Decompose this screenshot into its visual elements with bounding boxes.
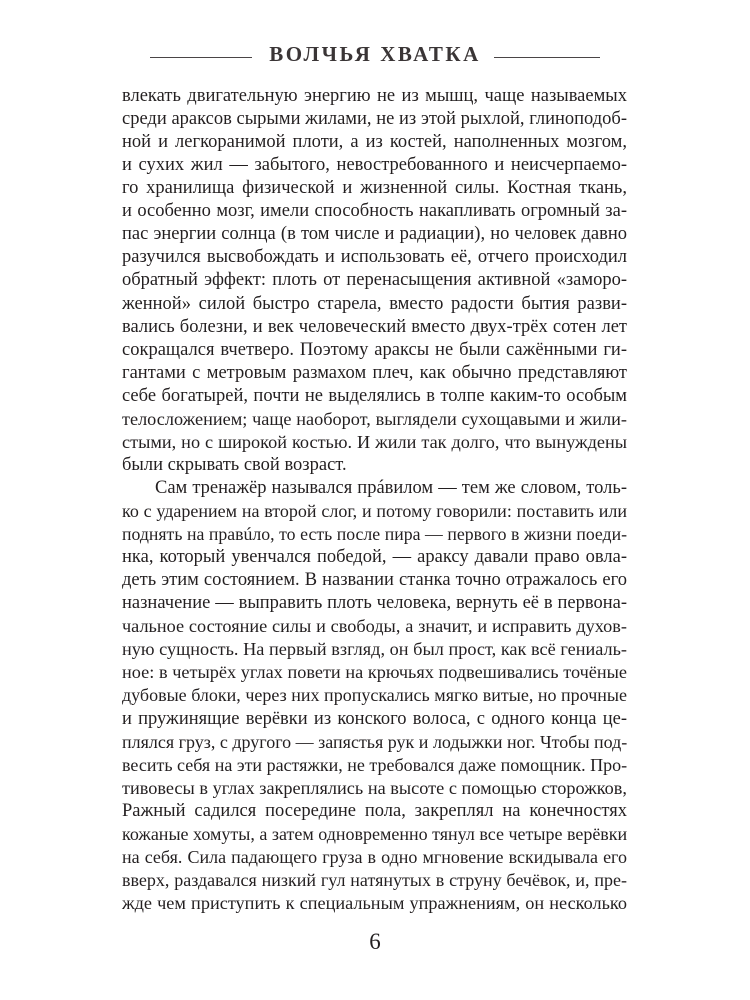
text-line: телосложением; чаще наоборот, выглядели сухощавыми и жили- — [122, 408, 627, 429]
text-line: и сухих жил — забытого, невостребованного и неисчерпаемо- — [122, 155, 627, 176]
text-line: ную сущность. На первый взгляд, он был прост, как всё гениаль- — [122, 639, 627, 660]
text-line: Ражный садился посередине пола, закреплял на конечностях — [122, 800, 627, 821]
header-rule-right — [494, 57, 600, 58]
page-number: 6 — [369, 929, 381, 954]
text-line: кожаные хомуты, а затем одновременно тянул все четыре верёвки — [122, 823, 628, 844]
text-line: жде чем приступить к специальным упражнениям, он несколько — [122, 892, 627, 913]
text-line: нка, который увенчался победой, — араксу давали право овла- — [122, 547, 627, 568]
running-header — [0, 40, 750, 76]
text-line: на себя. Сила падающего груза в одно мгновение вскидывала его — [122, 846, 627, 867]
text-line: пас энергии солнца (в том числе и радиации), но человек давно — [122, 224, 627, 245]
text-line: сокращался вчетверо. Поэтому араксы не были сажёнными ги- — [122, 339, 627, 360]
text-line: ной и легкоранимой плоти, а из костей, наполненных мозгом, — [122, 132, 627, 153]
text-line: го хранилища физической и жизненной силы. Костная ткань, — [122, 178, 627, 199]
text-line: поднять на правúло, то есть после пира — первого в жизни поеди- — [122, 524, 627, 545]
text-line: себе богатырей, почти не выделялись в толпе каким-то особым — [122, 385, 627, 406]
text-line: влекать двигательную энергию не из мышц, чаще называемых — [122, 86, 627, 106]
text-line: вались болезни, и век человеческий вместо двух-трёх сотен лет — [122, 316, 627, 337]
paragraph-first-line: Сам тренажёр назывался прáвилом — тем же словом, толь- — [155, 477, 627, 498]
text-line: ное: в четырёх углах повети на крючьях подвешивались точёные — [122, 662, 627, 683]
running-title: ВОЛЧЬЯ ХВАТКА — [269, 42, 481, 66]
text-line: разучился высвобождать и использовать её, отчего происходил — [122, 247, 627, 268]
text-line: были скрывать свой возраст. — [122, 454, 347, 475]
text-line: назначение — выправить плоть человека, вернуть её в первона- — [122, 593, 627, 614]
text-line: среди араксов сырыми жилами, не из этой рыхлой, глиноподоб- — [122, 109, 627, 130]
text-line: весить себя на эти растяжки, не требовался даже помощник. Про- — [122, 754, 628, 775]
text-line: стыми, но с широкой костью. И жили так долго, что вынуждены — [122, 431, 627, 452]
text-line: тивовесы в углах закреплялись на высоте с помощью сторожков, — [122, 777, 627, 798]
text-line: ко с ударением на второй слог, и потому говорили: поставить или — [122, 501, 627, 521]
text-line: плялся груз, с другого — запястья рук и лодыжки ног. Чтобы под- — [122, 731, 628, 752]
text-line: женной» силой быстро старела, вместо радости бытия разви- — [122, 293, 627, 314]
text-line: и особенно мозг, имели способность накапливать огромный за- — [122, 201, 627, 222]
text-line: гантами с метровым размахом плеч, как обычно представляют — [122, 362, 627, 383]
text-line: вверх, раздавался низкий гул натянутых в струну бечёвок, и, пре- — [122, 869, 627, 890]
header-rule-left — [150, 57, 252, 58]
text-line: и пружинящие верёвки из конского волоса, с одного конца це- — [122, 708, 627, 729]
text-line: чальное состояние силы и свободы, а значит, и исправить духов- — [122, 616, 627, 637]
text-line: дубовые блоки, через них пропускались мягко витые, но прочные — [122, 685, 627, 706]
text-line: обратный эффект: плоть от перенасыщения активной «заморо- — [122, 270, 627, 291]
text-line: деть этим состоянием. В названии станка точно отражалось его — [122, 570, 627, 591]
